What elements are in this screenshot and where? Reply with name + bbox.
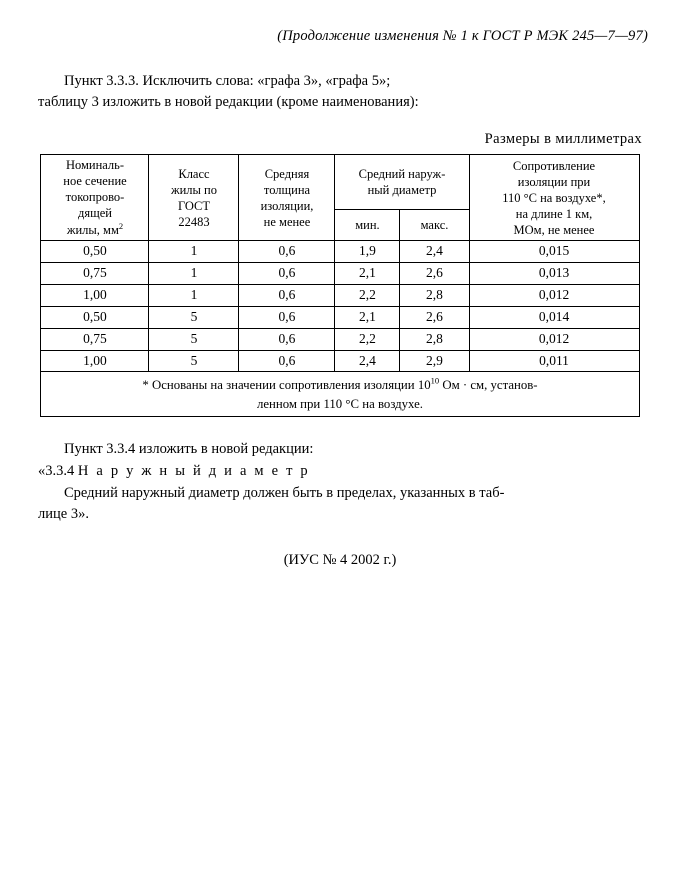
table-body [41, 241, 639, 417]
cell-insulation-resistance: 0,012 [469, 284, 639, 306]
header-line: ГОСТ [177, 198, 211, 213]
header-outer-diameter-group [335, 155, 469, 210]
table-row [41, 263, 639, 285]
cell-diameter-max: 2,6 [400, 306, 469, 328]
header-line: дящей [77, 206, 112, 221]
cell-conductor-class: 5 [149, 350, 239, 372]
header-line: не менее [263, 214, 311, 229]
clause-intro-line: Пункт 3.3.4 изложить в новой редакции: [64, 441, 314, 458]
intro-block [0, 71, 680, 113]
header-line: ное сечение [63, 174, 127, 189]
header-line: Сопротивление [512, 158, 596, 173]
clause-body-line-2: лице 3». [38, 506, 89, 523]
requirements-table [40, 154, 639, 417]
header-line: Средний наруж- [358, 167, 446, 181]
cell-diameter-min: 2,1 [335, 263, 400, 285]
header-line: толщина [263, 182, 311, 197]
header-insulation-thickness [239, 155, 335, 241]
clause-number: «3.3.4 [38, 462, 78, 479]
cell-diameter-min: 2,2 [335, 328, 400, 350]
table-row [41, 241, 639, 263]
footnote-superscript: 10 [430, 375, 440, 386]
publication-note: (ИУС № 4 2002 г.) [283, 552, 397, 569]
header-line: Номиналь- [65, 158, 125, 173]
cell-nominal-section: 0,50 [41, 241, 149, 263]
cell-nominal-section: 0,75 [41, 328, 149, 350]
header-diameter-max: макс. [400, 209, 469, 240]
header-line: 22483 [178, 214, 210, 229]
cell-insulation-thickness: 0,6 [239, 284, 335, 306]
cell-insulation-resistance: 0,013 [469, 263, 639, 285]
clause-title-spaced: Н а р у ж н ы й д и а м е т р [77, 462, 310, 479]
header-line: на длине 1 км, [515, 206, 593, 221]
cell-nominal-section: 1,00 [41, 284, 149, 306]
header-line: Средняя [264, 166, 310, 181]
table-footnote [41, 372, 639, 417]
header-line: ный диаметр [367, 183, 437, 197]
footnote-line-2: ленном при 110 °С на воздухе. [256, 396, 424, 411]
header-conductor-class [149, 155, 239, 241]
header-line: изоляции при [517, 174, 591, 189]
intro-line-1: Пункт 3.3.3. Исключить слова: «графа 3», «графа 5»; [64, 73, 391, 89]
cell-insulation-resistance: 0,014 [469, 306, 639, 328]
cell-diameter-min: 1,9 [335, 241, 400, 263]
cell-insulation-thickness: 0,6 [239, 263, 335, 285]
cell-diameter-max: 2,6 [400, 263, 469, 285]
cell-diameter-max: 2,4 [400, 241, 469, 263]
table-row [41, 328, 639, 350]
header-line: 110 °С на воздухе*, [502, 190, 606, 205]
after-table-block [0, 439, 680, 526]
cell-conductor-class: 1 [149, 241, 239, 263]
header-superscript: 2 [118, 221, 124, 232]
table-header-row-1 [41, 155, 639, 210]
cell-conductor-class: 5 [149, 328, 239, 350]
dimensions-note: Размеры в миллиметрах [484, 131, 642, 148]
footnote-text-part-1: * Основаны на значении сопротивления изоляции 10 [142, 377, 431, 392]
cell-diameter-max: 2,8 [400, 328, 469, 350]
table-row [41, 350, 639, 372]
clause-title-line [38, 461, 644, 483]
cell-conductor-class: 1 [149, 263, 239, 285]
header-line: жилы, мм [66, 223, 119, 238]
cell-conductor-class: 5 [149, 306, 239, 328]
header-nominal-section [41, 155, 149, 241]
cell-insulation-thickness: 0,6 [239, 241, 335, 263]
header-line: МОм, не менее [513, 222, 595, 237]
footnote-text-part-2: Ом · см, установ- [439, 377, 538, 392]
cell-nominal-section: 0,50 [41, 306, 149, 328]
cell-insulation-thickness: 0,6 [239, 328, 335, 350]
intro-line-2: таблицу 3 изложить в новой редакции (кроме наименования): [38, 94, 419, 111]
cell-diameter-min: 2,1 [335, 306, 400, 328]
clause-body-line-1: Средний наружный диаметр должен быть в пределах, указанных в таб- [64, 484, 505, 501]
cell-conductor-class: 1 [149, 284, 239, 306]
cell-insulation-thickness: 0,6 [239, 306, 335, 328]
cell-diameter-min: 2,4 [335, 350, 400, 372]
cell-insulation-resistance: 0,015 [469, 241, 639, 263]
header-line: Класс [178, 166, 210, 181]
header-line: токопрово- [65, 190, 125, 205]
table-footnote-row [41, 372, 639, 417]
cell-nominal-section: 0,75 [41, 263, 149, 285]
header-diameter-min: мин. [335, 209, 400, 240]
cell-nominal-section: 1,00 [41, 350, 149, 372]
cell-insulation-thickness: 0,6 [239, 350, 335, 372]
header-line: изоляции, [260, 198, 314, 213]
cell-diameter-min: 2,2 [335, 284, 400, 306]
cell-insulation-resistance: 0,012 [469, 328, 639, 350]
cell-diameter-max: 2,9 [400, 350, 469, 372]
table-row [41, 306, 639, 328]
header-insulation-resistance [469, 155, 639, 241]
cell-diameter-max: 2,8 [400, 284, 469, 306]
cell-insulation-resistance: 0,011 [469, 350, 639, 372]
header-line: жилы по [170, 182, 217, 197]
running-header: (Продолжение изменения № 1 к ГОСТ Р МЭК 245—7—97) [277, 28, 648, 44]
table-row [41, 284, 639, 306]
